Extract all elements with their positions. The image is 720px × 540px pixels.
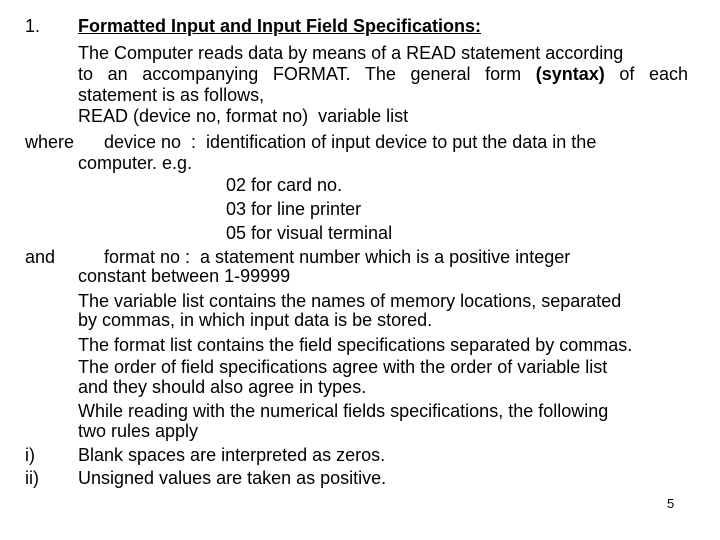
and-label: and bbox=[25, 247, 56, 267]
page-number: 5 bbox=[667, 496, 675, 511]
paragraph-line: The variable list contains the names of memory locations, separated bbox=[78, 291, 622, 311]
paragraph-line: by commas, in which input data is be stored. bbox=[78, 310, 433, 330]
where-label: where bbox=[25, 132, 75, 152]
example-visual-terminal: 05 for visual terminal bbox=[226, 223, 393, 243]
rule-text: Blank spaces are interpreted as zeros. bbox=[78, 445, 386, 465]
item-number: 1. bbox=[25, 16, 41, 36]
rule-text: Unsigned values are taken as positive. bbox=[78, 468, 387, 488]
rule-marker: ii) bbox=[25, 468, 39, 488]
format-no-definition: format no : a statement number which is a positive integer bbox=[104, 247, 571, 267]
device-no-definition: device no : identification of input device to put the data in the bbox=[104, 132, 597, 152]
format-no-continuation: constant between 1-99999 bbox=[78, 266, 291, 286]
section-heading: Formatted Input and Input Field Specifications: bbox=[78, 16, 482, 36]
syntax-keyword: (syntax) bbox=[535, 64, 605, 84]
intro-line-3: statement is as follows, bbox=[78, 85, 265, 105]
device-no-continuation: computer. e.g. bbox=[78, 153, 193, 173]
rule-marker: i) bbox=[25, 445, 35, 465]
paragraph-line: two rules apply bbox=[78, 421, 199, 441]
read-syntax: READ (device no, format no) variable list bbox=[78, 106, 409, 126]
intro-line-2-end: of each bbox=[604, 64, 688, 84]
intro-line-1: The Computer reads data by means of a READ statement according bbox=[78, 43, 624, 63]
paragraph-line: and they should also agree in types. bbox=[78, 377, 367, 397]
intro-line-2 bbox=[78, 64, 688, 84]
paragraph-line: While reading with the numerical fields specifications, the following bbox=[78, 401, 609, 421]
example-card: 02 for card no. bbox=[226, 175, 343, 195]
paragraph-line: The format list contains the field specifications separated by commas. bbox=[78, 335, 633, 355]
example-line-printer: 03 for line printer bbox=[226, 199, 362, 219]
intro-line-2-start: to an accompanying FORMAT. The general form bbox=[78, 64, 536, 84]
paragraph-line: The order of field specifications agree with the order of variable list bbox=[78, 357, 608, 377]
